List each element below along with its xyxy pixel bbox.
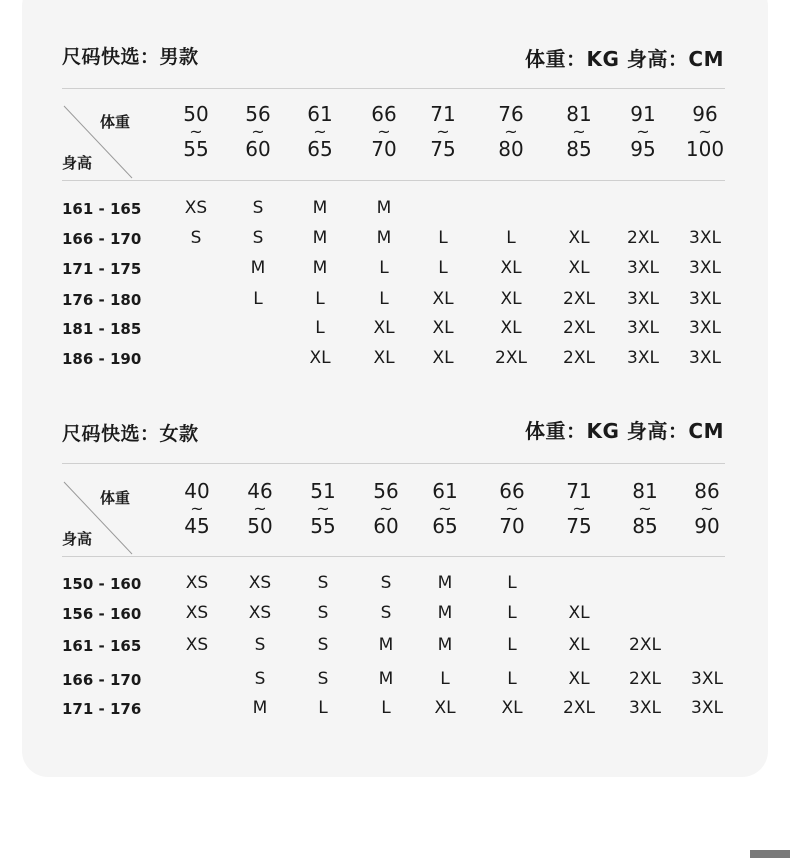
weight-range-header (483, 102, 539, 162)
men-header-corner (62, 104, 134, 180)
size-cell: L (381, 698, 391, 718)
weight-range-header (615, 102, 671, 162)
range-tilde: ~ (190, 499, 204, 518)
size-cell: XL (434, 698, 456, 718)
size-cell: 3XL (627, 258, 659, 278)
range-tilde: ~ (505, 499, 519, 518)
weight-range-high: 95 (630, 137, 656, 162)
size-cell: M (312, 228, 328, 248)
weight-range-high: 60 (373, 514, 399, 539)
weight-range-header (292, 102, 348, 162)
size-cell: L (440, 669, 450, 689)
height-range-label: 166 - 170 (62, 230, 142, 248)
weight-range-low: 61 (432, 479, 458, 503)
weight-range-low: 86 (694, 479, 720, 503)
weight-range-header (417, 479, 473, 539)
size-cell: L (507, 603, 517, 623)
weight-range-header (679, 479, 735, 539)
weight-range-header (230, 102, 286, 162)
weight-range-header (617, 479, 673, 539)
size-cell: 2XL (495, 348, 527, 368)
weight-range-header (168, 102, 224, 162)
size-cell: L (507, 669, 517, 689)
height-axis-label: 身高 (62, 154, 93, 172)
weight-range-low: 56 (245, 102, 271, 126)
range-tilde: ~ (572, 122, 586, 141)
size-cell: S (380, 573, 392, 593)
weight-range-high: 65 (432, 514, 458, 539)
size-cell: 3XL (627, 289, 659, 309)
range-tilde: ~ (316, 499, 330, 518)
size-cell: S (317, 635, 329, 655)
range-tilde: ~ (572, 499, 586, 518)
size-cell: M (437, 635, 453, 655)
size-cell: S (317, 573, 329, 593)
range-tilde: ~ (504, 122, 518, 141)
weight-range-low: 76 (498, 102, 524, 126)
size-cell: 2XL (629, 669, 661, 689)
weight-range-low: 81 (566, 102, 592, 126)
height-range-label: 181 - 185 (62, 320, 142, 338)
height-range-label: 171 - 176 (62, 700, 142, 718)
weight-range-low: 61 (307, 102, 333, 126)
weight-range-low: 66 (371, 102, 397, 126)
scroll-corner-block (750, 850, 790, 858)
weight-axis-label: 体重 (100, 489, 131, 507)
size-cell: S (254, 635, 266, 655)
size-cell: M (437, 573, 453, 593)
range-tilde: ~ (638, 499, 652, 518)
size-cell: 3XL (627, 348, 659, 368)
size-cell: 3XL (689, 348, 721, 368)
size-cell: S (252, 198, 264, 218)
weight-range-high: 75 (430, 137, 456, 162)
size-cell: L (438, 228, 448, 248)
weight-range-header (169, 479, 225, 539)
weight-range-low: 66 (499, 479, 525, 503)
size-cell: XL (500, 318, 522, 338)
size-cell: XL (568, 669, 590, 689)
men-section-title: 尺码快选：男款 (62, 46, 199, 68)
weight-range-high: 55 (183, 137, 209, 162)
women-top-divider (62, 463, 725, 464)
weight-range-high: 75 (566, 514, 592, 539)
size-cell: L (507, 635, 517, 655)
weight-range-low: 91 (630, 102, 656, 126)
size-cell: XS (248, 603, 272, 623)
size-cell: 2XL (563, 348, 595, 368)
weight-range-high: 50 (247, 514, 273, 539)
height-axis-label: 身高 (62, 530, 93, 548)
size-cell: XL (309, 348, 331, 368)
size-cell: S (252, 228, 264, 248)
size-cell: XL (432, 289, 454, 309)
range-tilde: ~ (377, 122, 391, 141)
size-cell: XL (568, 603, 590, 623)
weight-range-low: 50 (183, 102, 209, 126)
size-cell: XL (501, 698, 523, 718)
size-cell: M (312, 258, 328, 278)
size-cell: M (250, 258, 266, 278)
height-range-label: 166 - 170 (62, 671, 142, 689)
size-cell: L (379, 258, 389, 278)
size-cell: S (254, 669, 266, 689)
height-range-label: 176 - 180 (62, 291, 142, 309)
size-cell: S (190, 228, 202, 248)
size-cell: 3XL (627, 318, 659, 338)
size-cell: XL (568, 228, 590, 248)
size-cell: L (507, 573, 517, 593)
size-cell: XL (568, 635, 590, 655)
size-cell: M (376, 198, 392, 218)
weight-range-low: 51 (310, 479, 336, 503)
weight-range-high: 100 (685, 137, 725, 162)
size-cell: M (437, 603, 453, 623)
size-cell: L (318, 698, 328, 718)
range-tilde: ~ (313, 122, 327, 141)
weight-range-header (415, 102, 471, 162)
weight-range-low: 71 (430, 102, 456, 126)
size-cell: 2XL (629, 635, 661, 655)
size-cell: 2XL (627, 228, 659, 248)
men-units-label: 体重：KG 身高：CM (525, 47, 724, 71)
weight-range-header (232, 479, 288, 539)
size-cell: XL (500, 258, 522, 278)
range-tilde: ~ (379, 499, 393, 518)
range-tilde: ~ (189, 122, 203, 141)
size-cell: XL (373, 318, 395, 338)
weight-range-high: 60 (245, 137, 271, 162)
weight-range-high: 90 (694, 514, 720, 539)
weight-range-low: 71 (566, 479, 592, 503)
size-cell: S (317, 603, 329, 623)
size-cell: XL (568, 258, 590, 278)
weight-range-high: 45 (184, 514, 210, 539)
size-cell: 3XL (689, 228, 721, 248)
size-cell: XS (185, 573, 209, 593)
height-range-label: 150 - 160 (62, 575, 142, 593)
size-cell: 3XL (691, 698, 723, 718)
size-cell: 3XL (689, 289, 721, 309)
women-header-corner (62, 480, 134, 556)
size-cell: XS (185, 635, 209, 655)
size-cell: L (315, 289, 325, 309)
range-tilde: ~ (700, 499, 714, 518)
women-units-label: 体重：KG 身高：CM (525, 419, 724, 443)
women-section-title: 尺码快选：女款 (62, 423, 199, 445)
size-cell: M (378, 635, 394, 655)
size-cell: M (378, 669, 394, 689)
weight-range-low: 40 (184, 479, 210, 503)
weight-range-high: 85 (566, 137, 592, 162)
weight-range-high: 70 (499, 514, 525, 539)
weight-range-low: 81 (632, 479, 658, 503)
size-cell: 3XL (689, 258, 721, 278)
size-cell: L (379, 289, 389, 309)
men-top-divider (62, 88, 725, 89)
size-cell: L (253, 289, 263, 309)
size-cell: 3XL (691, 669, 723, 689)
size-cell: 3XL (689, 318, 721, 338)
range-tilde: ~ (253, 499, 267, 518)
height-range-label: 186 - 190 (62, 350, 142, 368)
weight-range-high: 55 (310, 514, 336, 539)
height-range-label: 161 - 165 (62, 200, 142, 218)
size-cell: S (317, 669, 329, 689)
range-tilde: ~ (636, 122, 650, 141)
range-tilde: ~ (698, 122, 712, 141)
size-cell: 3XL (629, 698, 661, 718)
weight-range-low: 46 (247, 479, 273, 503)
weight-range-high: 85 (632, 514, 658, 539)
weight-range-high: 65 (307, 137, 333, 162)
weight-range-high: 80 (498, 137, 524, 162)
size-cell: XL (500, 289, 522, 309)
range-tilde: ~ (438, 499, 452, 518)
size-cell: L (438, 258, 448, 278)
weight-range-header (551, 479, 607, 539)
size-cell: XS (248, 573, 272, 593)
women-header-divider (62, 556, 725, 557)
range-tilde: ~ (436, 122, 450, 141)
size-cell: L (506, 228, 516, 248)
height-range-label: 156 - 160 (62, 605, 142, 623)
size-cell: M (376, 228, 392, 248)
weight-range-header (358, 479, 414, 539)
height-range-label: 161 - 165 (62, 637, 142, 655)
size-cell: 2XL (563, 698, 595, 718)
size-cell: L (315, 318, 325, 338)
men-header-divider (62, 180, 725, 181)
weight-range-header (356, 102, 412, 162)
range-tilde: ~ (251, 122, 265, 141)
size-cell: XL (432, 348, 454, 368)
size-cell: 2XL (563, 289, 595, 309)
weight-range-low: 96 (692, 102, 718, 126)
weight-axis-label: 体重 (100, 113, 131, 131)
size-cell: XL (373, 348, 395, 368)
weight-range-header (551, 102, 607, 162)
size-cell: M (312, 198, 328, 218)
weight-range-header (677, 102, 733, 162)
weight-range-low: 56 (373, 479, 399, 503)
size-cell: XL (432, 318, 454, 338)
size-cell: M (252, 698, 268, 718)
size-cell: S (380, 603, 392, 623)
weight-range-header (295, 479, 351, 539)
size-cell: 2XL (563, 318, 595, 338)
size-cell: XS (185, 603, 209, 623)
size-cell: XS (184, 198, 208, 218)
weight-range-header (484, 479, 540, 539)
height-range-label: 171 - 175 (62, 260, 142, 278)
weight-range-high: 70 (371, 137, 397, 162)
